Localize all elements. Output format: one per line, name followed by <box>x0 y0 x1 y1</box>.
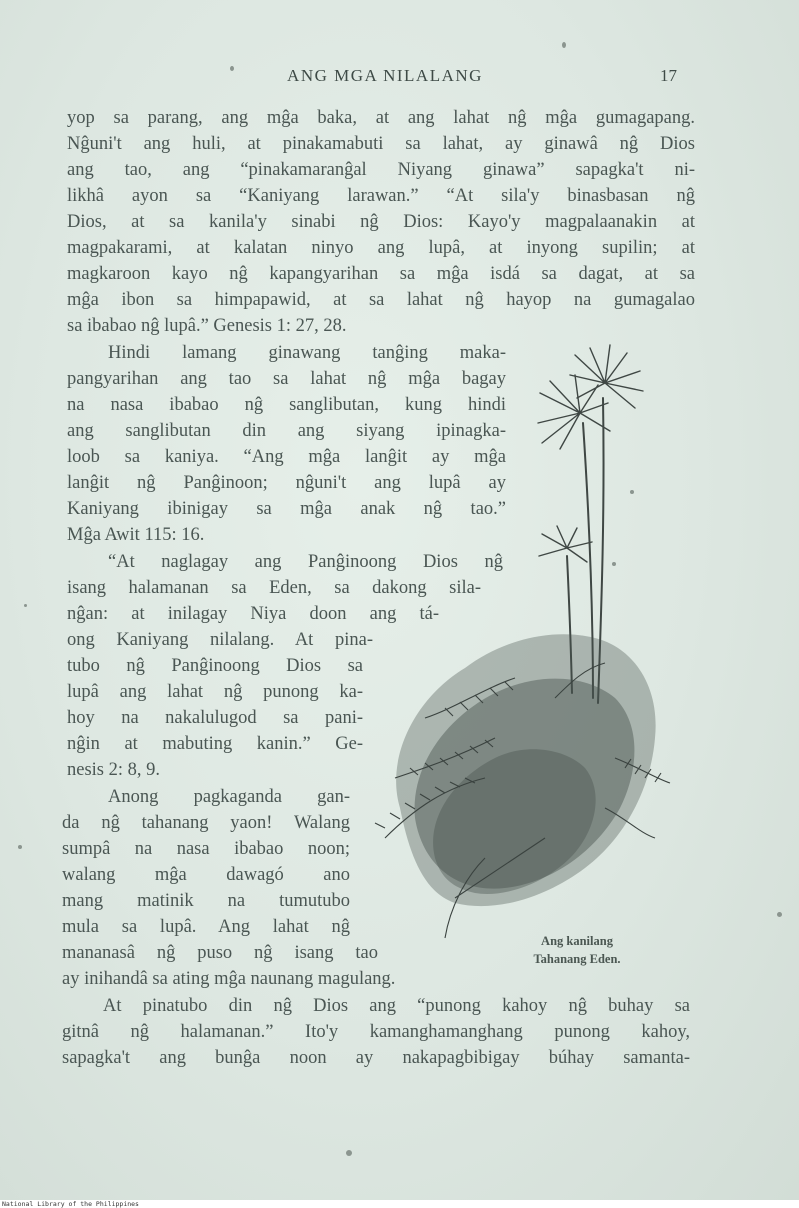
text-line: Mĝa Awit 115: 16. <box>67 525 205 545</box>
paragraph-start-line: “At naglagay ang Panĝinoong Dios nĝ <box>108 552 503 572</box>
text-line: ang sanglibutan din ang siyang ipinagka- <box>67 421 506 441</box>
text-line: hoy na nakalulugod sa pani- <box>67 708 363 728</box>
illustration-caption-line1: Ang kanilang <box>541 934 613 948</box>
text-line: sumpâ na nasa ibabao noon; <box>62 839 350 859</box>
paper-speck <box>24 604 27 607</box>
text-line: Dios, at sa kanila'y sinabi nĝ Dios: Kayo'y magpalaanakin at <box>67 212 695 232</box>
text-line: pangyarihan ang tao sa lahat nĝ mĝa bagay <box>67 369 506 389</box>
text-line: nĝan: at inilagay Niya doon ang tá- <box>67 604 439 624</box>
text-line: walang mĝa dawagó ano <box>62 865 350 885</box>
text-line: Nĝuni't ang huli, at pinakamabuti sa lahat, ay ginawâ nĝ Dios <box>67 134 695 154</box>
text-line: mang matinik na tumutubo <box>62 891 350 911</box>
text-line: na nasa ibabao nĝ sanglibutan, kung hindi <box>67 395 506 415</box>
paper-speck <box>346 1150 352 1156</box>
text-line: magpakarami, at kalatan ninyo ang lupâ, at inyong supilin; at <box>67 238 695 258</box>
text-line: loob sa kaniya. “Ang mĝa lanĝit ay mĝa <box>67 447 506 467</box>
text-line: Kaniyang ibinigay sa mĝa anak nĝ tao.” <box>67 499 506 519</box>
paper-speck <box>777 912 782 917</box>
paragraph-start-line: Anong pagkaganda gan- <box>108 787 350 807</box>
eden-garden-illustration <box>355 338 685 958</box>
text-line: magkaroon kayo nĝ kapangyarihan sa mĝa isdá sa dagat, at sa <box>67 264 695 284</box>
running-header-title: ANG MGA NILALANG <box>287 66 483 85</box>
text-line: ay inihandâ sa ating mĝa naunang magulang. <box>62 969 396 989</box>
paper-speck <box>562 42 566 48</box>
text-line: tubo nĝ Panĝinoong Dios sa <box>67 656 363 676</box>
text-line: isang halamanan sa Eden, sa dakong sila- <box>67 578 481 598</box>
text-line: mula sa lupâ. Ang lahat nĝ <box>62 917 350 937</box>
text-line: ang tao, ang “pinakamaranĝal Niyang ginawa” sapagka't ni- <box>67 160 695 180</box>
text-line: lupâ ang lahat nĝ punong ka- <box>67 682 363 702</box>
page-number: 17 <box>660 66 677 85</box>
text-line: likhâ ayon sa “Kaniyang larawan.” “At sila'y binasbasan nĝ <box>67 186 695 206</box>
text-line: sapagka't ang bunĝa noon ay nakapagbibigay búhay samanta- <box>62 1048 690 1068</box>
illustration-caption-line2: Tahanang Eden. <box>533 952 621 966</box>
undergrowth-mass <box>396 634 656 906</box>
palm-fronds <box>538 345 643 562</box>
text-line: nesis 2: 8, 9. <box>67 760 161 780</box>
text-line: ong Kaniyang nilalang. At pina- <box>67 630 373 650</box>
text-line: mananasâ nĝ puso nĝ isang tao <box>62 943 378 963</box>
text-line: sa ibabao nĝ lupâ.” Genesis 1: 27, 28. <box>67 316 347 336</box>
paper-speck <box>612 562 616 566</box>
paper-speck <box>630 490 634 494</box>
paragraph-start-line: At pinatubo din nĝ Dios ang “punong kahoy nĝ buhay sa <box>103 996 690 1016</box>
paper-speck <box>230 66 234 71</box>
text-line: nĝin at mabuting kanin.” Ge- <box>67 734 363 754</box>
paper-speck <box>18 845 22 849</box>
library-credit: National Library of the Philippines <box>2 1200 139 1208</box>
text-line: yop sa parang, ang mĝa baka, at ang lahat nĝ mĝa gumagapang. <box>67 108 695 128</box>
paragraph-start-line: Hindi lamang ginawang tanĝing maka- <box>108 343 506 363</box>
text-line: mĝa ibon sa himpapawid, at sa lahat nĝ hayop na gumagalao <box>67 290 695 310</box>
text-line: lanĝit nĝ Panĝinoon; nĝuni't ang lupâ ay <box>67 473 506 493</box>
text-line: da nĝ tahanang yaon! Walang <box>62 813 350 833</box>
text-line: gitnâ nĝ halamanan.” Ito'y kamanghamanghang punong kahoy, <box>62 1022 690 1042</box>
